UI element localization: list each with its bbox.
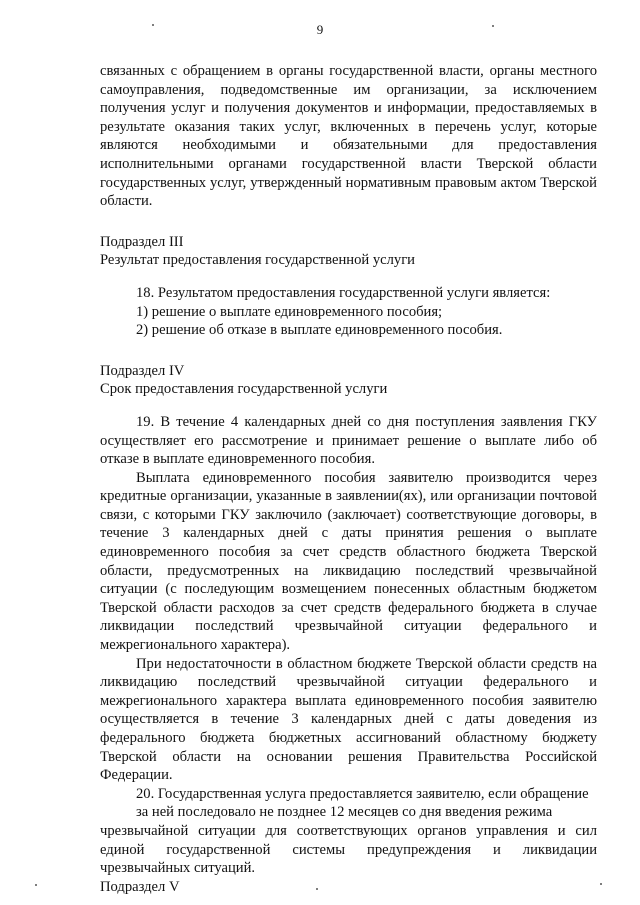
paragraph-19-payment: Выплата единовременного пособия заявителю производится через кредитные организации, указанные в заявлении(ях), или организации почтовой связи, с которыми ГКУ заключило (заключает) соответствующие договоры, в течение 3 календарных дней с даты принятия решения о выплате единовременного пособия за счет средств областного бюджета Тверской области, предусмотренных на ликвидацию последствий чрезвычайной ситуации (с последующим возмещением понесенных областным бюджетом Тверской области расходов за счет средств федерального бюджета в случае ликвидации последствий чрезвычайной ситуации федерального и межрегионального характера). [100,469,597,654]
scan-speck [152,24,154,26]
paragraph-18-item-1: 1) решение о выплате единовременного пособия; [136,303,443,320]
paragraph-continuation: связанных с обращением в органы государственной власти, органы местного самоуправления, подведомственные им организации, за исключением получения услуг и получения документов и информации, предоставляемых в результате оказания таких услуг, включенных в перечень услуг, которые являются необходимыми и обязательными для предоставления исполнительными органами государственной власти Тверской области государственных услуг, утвержденный нормативным правовым актом Тверской области. [100,63,597,210]
subsection-3-title: Подраздел III [100,233,184,250]
page-number: 9 [316,22,324,37]
paragraph-19-insufficiency: При недостаточности в областном бюджете Тверской области средств на ликвидацию последствий чрезвычайной ситуации федерального и межрегионального характера выплата единовременного пособия заявителю осуществляется в течение 3 календарных дней с даты доведения из федерального бюджета бюджетных ассигнований областному бюджету Тверской области на основании решения Правительства Российской Федерации. [100,655,597,784]
subsection-4-name: Срок предоставления государственной услуги [100,381,388,398]
scan-speck [316,888,318,890]
paragraph-20-line-2: за ней последовало не позднее 12 месяцев со дня введения режима [136,804,553,821]
paragraph-19: 19. В течение 4 календарных дней со дня поступления заявления ГКУ осуществляет его рассмотрение и принимает решение о выплате либо об отказе в выплате единовременного пособия. [100,413,597,468]
scan-speck [600,883,602,885]
paragraph-18-item-2: 2) решение об отказе в выплате единовременного пособия. [136,322,503,339]
scan-speck [492,25,494,27]
paragraph-18: 18. Результатом предоставления государственной услуги является: [136,284,551,301]
subsection-3-name: Результат предоставления государственной услуги [100,252,415,269]
scan-speck [35,884,37,886]
subsection-4-title: Подраздел IV [100,362,185,379]
document-body [100,62,597,896]
subsection-5-title: Подраздел V [100,878,180,895]
paragraph-20-line-1: 20. Государственная услуга предоставляется заявителю, если обращение [136,785,589,802]
paragraph-20-rest: чрезвычайной ситуации для соответствующих органов управления и сил единой государственной системы предупреждения и ликвидации чрезвычайных ситуаций. [100,822,597,877]
